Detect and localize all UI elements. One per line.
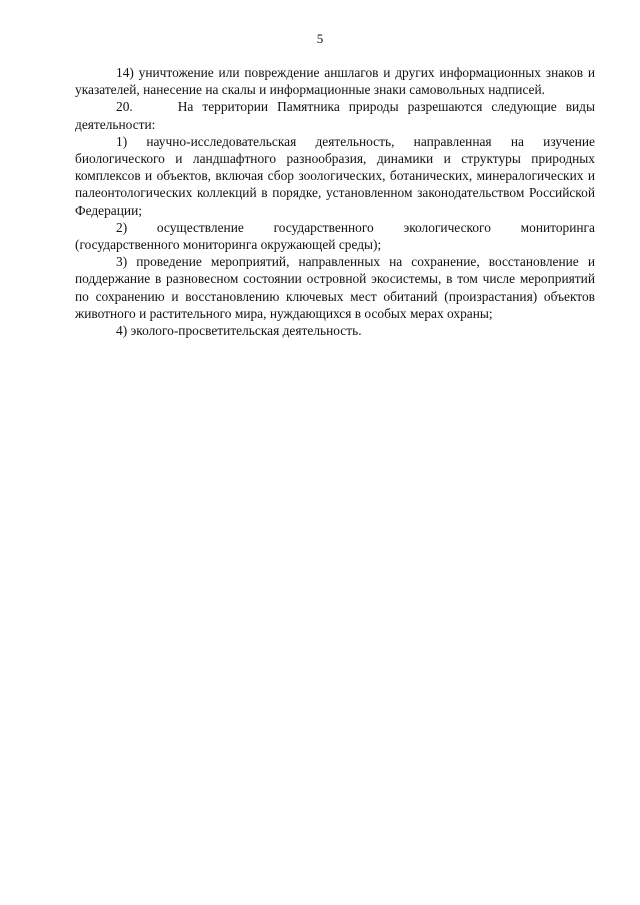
page-number: 5 (316, 31, 324, 46)
paragraph-item-2: 2) осуществление государственного экологического мониторинга (государственного мониторинга окружающей среды); (75, 219, 595, 253)
paragraph-item-4: 4) эколого-просветительская деятельность. (116, 323, 362, 339)
paragraph-section-20: 20. На территории Памятника природы разрешаются следующие виды деятельности: (75, 99, 595, 132)
document-body (75, 64, 595, 339)
paragraph-item-3: 3) проведение мероприятий, направленных на сохранение, восстановление и поддержание в разновесном состоянии островной экосистемы, в том числе мероприятий по сохранению и восстановлению ключевых мест обитаний (произрастания) объектов животного и растительного мира, нуждающихся в особых мерах охраны; (75, 254, 595, 321)
paragraph-item-14: 14) уничтожение или повреждение аншлагов и других информационных знаков и указателей, нанесение на скалы и информационные знаки самовольных надписей. (75, 65, 595, 98)
paragraph-item-1: 1) научно-исследовательская деятельность, направленная на изучение биологического и ландшафтного разнообразия, динамики и структуры природных комплексов и объектов, включая сбор зоологических, ботанических, минералогических и палеонтологических коллекций в порядке, установленном законодательством Российской Федерации; (75, 133, 595, 218)
